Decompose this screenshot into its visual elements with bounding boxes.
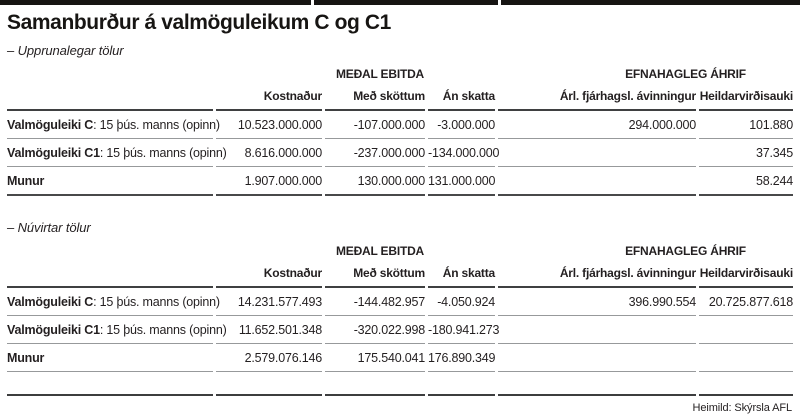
column-header-empty <box>7 272 213 288</box>
top-rule-segment <box>314 0 498 5</box>
cell-arl-avinningur: 396.990.554 <box>498 288 696 316</box>
cell-kostnadur: 1.907.000.000 <box>216 167 322 196</box>
cell-heildarvirdisauki <box>699 330 793 344</box>
row-label-strong: Valmöguleiki C1 <box>7 323 100 337</box>
cell-arl-avinningur <box>498 330 696 344</box>
column-header-med-skottum: Með sköttum <box>325 81 425 111</box>
top-rule <box>0 0 800 5</box>
cell-an-skatta: -180.941.273 <box>428 316 495 344</box>
cell-an-skatta: 131.000.000 <box>428 167 495 196</box>
row-label-strong: Munur <box>7 351 45 365</box>
column-header-an-skatta: Án skatta <box>428 258 495 288</box>
table2-column-header-row <box>7 258 793 288</box>
cell-an-skatta: -3.000.000 <box>428 111 495 139</box>
group-header-ebitda: MEÐAL EBITDA <box>335 244 425 258</box>
row-label-strong: Valmöguleiki C1 <box>7 146 100 160</box>
cell-kostnadur: 2.579.076.146 <box>216 344 322 372</box>
row-label-detail: : 15 þús. manns (opinn) <box>93 118 220 132</box>
table-row <box>7 316 793 344</box>
empty-cell <box>498 372 696 396</box>
empty-cell <box>428 372 495 396</box>
cell-arl-avinningur <box>498 181 696 196</box>
column-header-empty <box>7 95 213 111</box>
cell-an-skatta: 176.890.349 <box>428 344 495 372</box>
empty-cell <box>216 372 322 396</box>
cell-med-skottum: -237.000.000 <box>325 139 425 167</box>
table1-column-header-row <box>7 81 793 111</box>
row-label-detail: : 15 þús. manns (opinn) <box>99 323 227 337</box>
group-header-ebitda: MEÐAL EBITDA <box>335 67 425 81</box>
group-header-impact: EFNAHAGLEG ÁHRIF <box>625 244 746 258</box>
row-label-strong: Munur <box>7 174 45 188</box>
cell-heildarvirdisauki: 20.725.877.618 <box>699 288 793 316</box>
cell-heildarvirdisauki: 58.244 <box>699 167 793 196</box>
source-credit: Heimild: Skýrsla AFL <box>692 402 792 414</box>
column-header-arl-avinningur: Árl. fjárhagsl. ávinningur <box>498 258 696 288</box>
group-header-impact: EFNAHAGLEG ÁHRIF <box>625 67 746 81</box>
column-header-kostnadur: Kostnaður <box>216 81 322 111</box>
row-label <box>7 344 213 372</box>
cell-kostnadur: 14.231.577.493 <box>216 288 322 316</box>
cell-arl-avinningur: 294.000.000 <box>498 111 696 139</box>
row-label <box>7 167 213 196</box>
cell-med-skottum: 175.540.041 <box>325 344 425 372</box>
row-label <box>7 288 220 316</box>
table1-subtitle: – Upprunalegar tölur <box>7 43 124 58</box>
column-header-kostnadur: Kostnaður <box>216 258 322 288</box>
row-label-strong: Valmöguleiki C <box>7 118 94 132</box>
cell-med-skottum: 130.000.000 <box>325 167 425 196</box>
row-label-strong: Valmöguleiki C <box>7 295 94 309</box>
table-row <box>7 111 793 139</box>
cell-heildarvirdisauki: 37.345 <box>699 139 793 167</box>
cell-arl-avinningur <box>498 153 696 167</box>
cell-kostnadur: 10.523.000.000 <box>216 111 322 139</box>
top-rule-segment <box>501 0 800 5</box>
cell-heildarvirdisauki: 101.880 <box>699 111 793 139</box>
table2-group-header-row <box>7 244 793 258</box>
table-row <box>7 288 793 316</box>
table-bottom-rule-row <box>7 372 793 396</box>
table2-subtitle: – Núvirtar tölur <box>7 220 91 235</box>
table-row <box>7 139 793 167</box>
empty-cell <box>7 372 213 396</box>
column-header-heildarvirdisauki: Heildarvirðisauki <box>699 81 793 111</box>
cell-heildarvirdisauki <box>699 358 793 372</box>
row-label <box>7 111 220 139</box>
page-title: Samanburður á valmöguleikum C og C1 <box>7 11 391 34</box>
table-row-munur <box>7 167 793 196</box>
column-header-an-skatta: Án skatta <box>428 81 495 111</box>
cell-arl-avinningur <box>498 358 696 372</box>
table-row-munur <box>7 344 793 372</box>
empty-cell <box>325 372 425 396</box>
cell-med-skottum: -144.482.957 <box>325 288 425 316</box>
cell-med-skottum: -107.000.000 <box>325 111 425 139</box>
cell-med-skottum: -320.022.998 <box>325 316 425 344</box>
empty-cell <box>699 372 793 396</box>
table1-group-header-row <box>7 67 793 81</box>
row-label-detail: : 15 þús. manns (opinn) <box>99 146 227 160</box>
cell-kostnadur: 11.652.501.348 <box>216 316 322 344</box>
row-label <box>7 139 227 167</box>
cell-an-skatta: -134.000.000 <box>428 139 495 167</box>
column-header-arl-avinningur: Árl. fjárhagsl. ávinningur <box>498 81 696 111</box>
row-label <box>7 316 227 344</box>
column-header-med-skottum: Með sköttum <box>325 258 425 288</box>
top-rule-segment <box>0 0 311 5</box>
row-label-detail: : 15 þús. manns (opinn) <box>93 295 220 309</box>
cell-kostnadur: 8.616.000.000 <box>216 139 322 167</box>
cell-an-skatta: -4.050.924 <box>428 288 495 316</box>
column-header-heildarvirdisauki: Heildarvirðisauki <box>699 258 793 288</box>
